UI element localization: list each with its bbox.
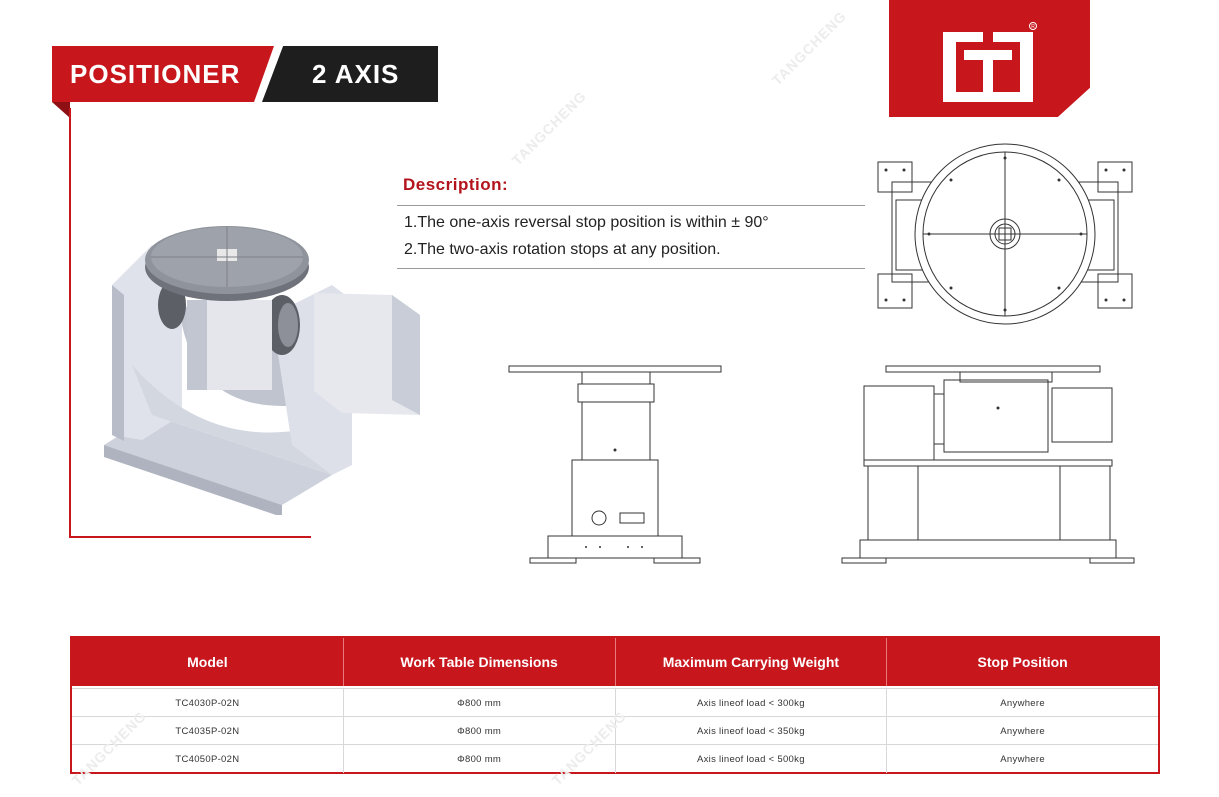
table-cell-dimensions: Φ800 mm <box>344 717 616 745</box>
table-cell-weight: Axis lineof load < 350kg <box>616 717 888 745</box>
description-item: 1.The one-axis reversal stop position is within ± 90° <box>404 214 769 231</box>
table-cell-weight: Axis lineof load < 300kg <box>616 689 888 717</box>
watermark: TANGCHENG <box>768 7 850 89</box>
table-header-model: Model <box>72 638 344 686</box>
top-view-drawing <box>874 142 1136 328</box>
table-cell-stop-position: Anywhere <box>1000 753 1045 765</box>
watermark: TANGCHENG <box>548 707 630 789</box>
watermark: TANGCHENG <box>68 707 150 789</box>
table-cell-dimensions: Φ800 mm <box>344 745 616 773</box>
description-top-rule <box>397 205 865 206</box>
table-cell-stop-position: Anywhere <box>1000 725 1045 737</box>
category-label: POSITIONER <box>70 59 241 89</box>
frame-line-horizontal <box>69 536 311 538</box>
table-cell-model: TC4030P-02N <box>72 689 344 717</box>
positioner-product-image <box>92 205 432 515</box>
description-title: Description: <box>403 175 509 194</box>
brand-logo-icon <box>938 22 1038 108</box>
table-cell-weight: Axis lineof load < 500kg <box>616 745 888 773</box>
description-item: 2.The two-axis rotation stops at any position. <box>404 241 721 258</box>
table-cell-stop-position: Anywhere <box>1000 697 1045 709</box>
axis-label: 2 AXIS <box>312 59 400 89</box>
svg-text:R: R <box>1031 24 1035 30</box>
table-header-stop-position: Stop Position <box>977 654 1068 670</box>
side-view-drawing <box>840 364 1136 566</box>
table-header-weight: Maximum Carrying Weight <box>616 638 888 686</box>
spec-table <box>70 636 1160 774</box>
frame-line-vertical <box>69 108 71 538</box>
watermark: TANGCHENG <box>508 87 590 169</box>
description-bottom-rule <box>397 268 865 269</box>
category-tab-fold <box>52 102 70 118</box>
table-cell-dimensions: Φ800 mm <box>344 689 616 717</box>
table-cell-model: TC4050P-02N <box>72 745 344 773</box>
table-header-row <box>72 638 1158 686</box>
front-view-drawing <box>506 364 724 566</box>
table-cell-model: TC4035P-02N <box>72 717 344 745</box>
table-header-dimensions: Work Table Dimensions <box>344 638 616 686</box>
table-row <box>72 744 1158 773</box>
